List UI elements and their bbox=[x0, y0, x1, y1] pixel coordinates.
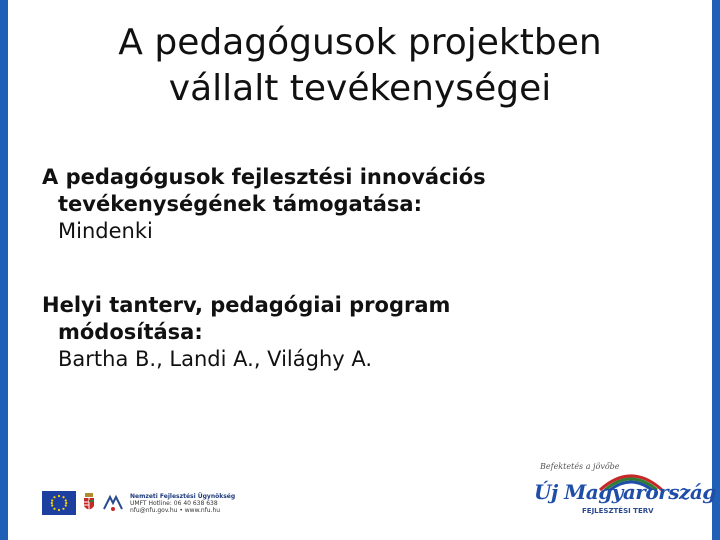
coat-of-arms-icon bbox=[82, 492, 96, 514]
activity-responsible: Bartha B., Landi A., Világhy A. bbox=[58, 347, 373, 371]
logo-subtitle: FEJLESZTÉSI TERV bbox=[582, 507, 654, 515]
activity-heading-line-2: módosítása: bbox=[58, 320, 203, 344]
logo-brand: Új Magyarország bbox=[534, 480, 716, 504]
logo-tagline: Befektetés a jövőbe bbox=[540, 462, 620, 471]
slide-title bbox=[40, 20, 680, 112]
activity-item bbox=[42, 292, 682, 373]
activity-responsible: Mindenki bbox=[58, 219, 153, 243]
eu-flag-icon bbox=[42, 491, 76, 515]
activity-heading bbox=[42, 164, 682, 218]
uj-magyarorszag-logo bbox=[528, 462, 716, 528]
activity-heading-line-2: tevékenységének támogatása: bbox=[58, 192, 422, 216]
activity-item bbox=[42, 164, 682, 245]
nfu-org-name: Nemzeti Fejlesztési Ügynökség bbox=[130, 492, 236, 500]
activity-heading bbox=[42, 292, 682, 346]
activity-heading-line-1: Helyi tanterv, pedagógiai program bbox=[42, 293, 451, 317]
title-line-2: vállalt tevékenységei bbox=[168, 68, 552, 109]
title-line-1: A pedagógusok projektben bbox=[118, 22, 602, 63]
nfu-hotline: UMFT Hotline: 06 40 638 638 bbox=[130, 499, 218, 507]
nfu-contact-text bbox=[130, 493, 235, 514]
nfu-contact: nfu@nfu.gov.hu • www.nfu.hu bbox=[130, 506, 221, 514]
activity-heading-line-1: A pedagógusok fejlesztési innovációs bbox=[42, 165, 486, 189]
nfu-footer-logo bbox=[42, 488, 235, 518]
nfu-mark-icon bbox=[102, 493, 124, 513]
